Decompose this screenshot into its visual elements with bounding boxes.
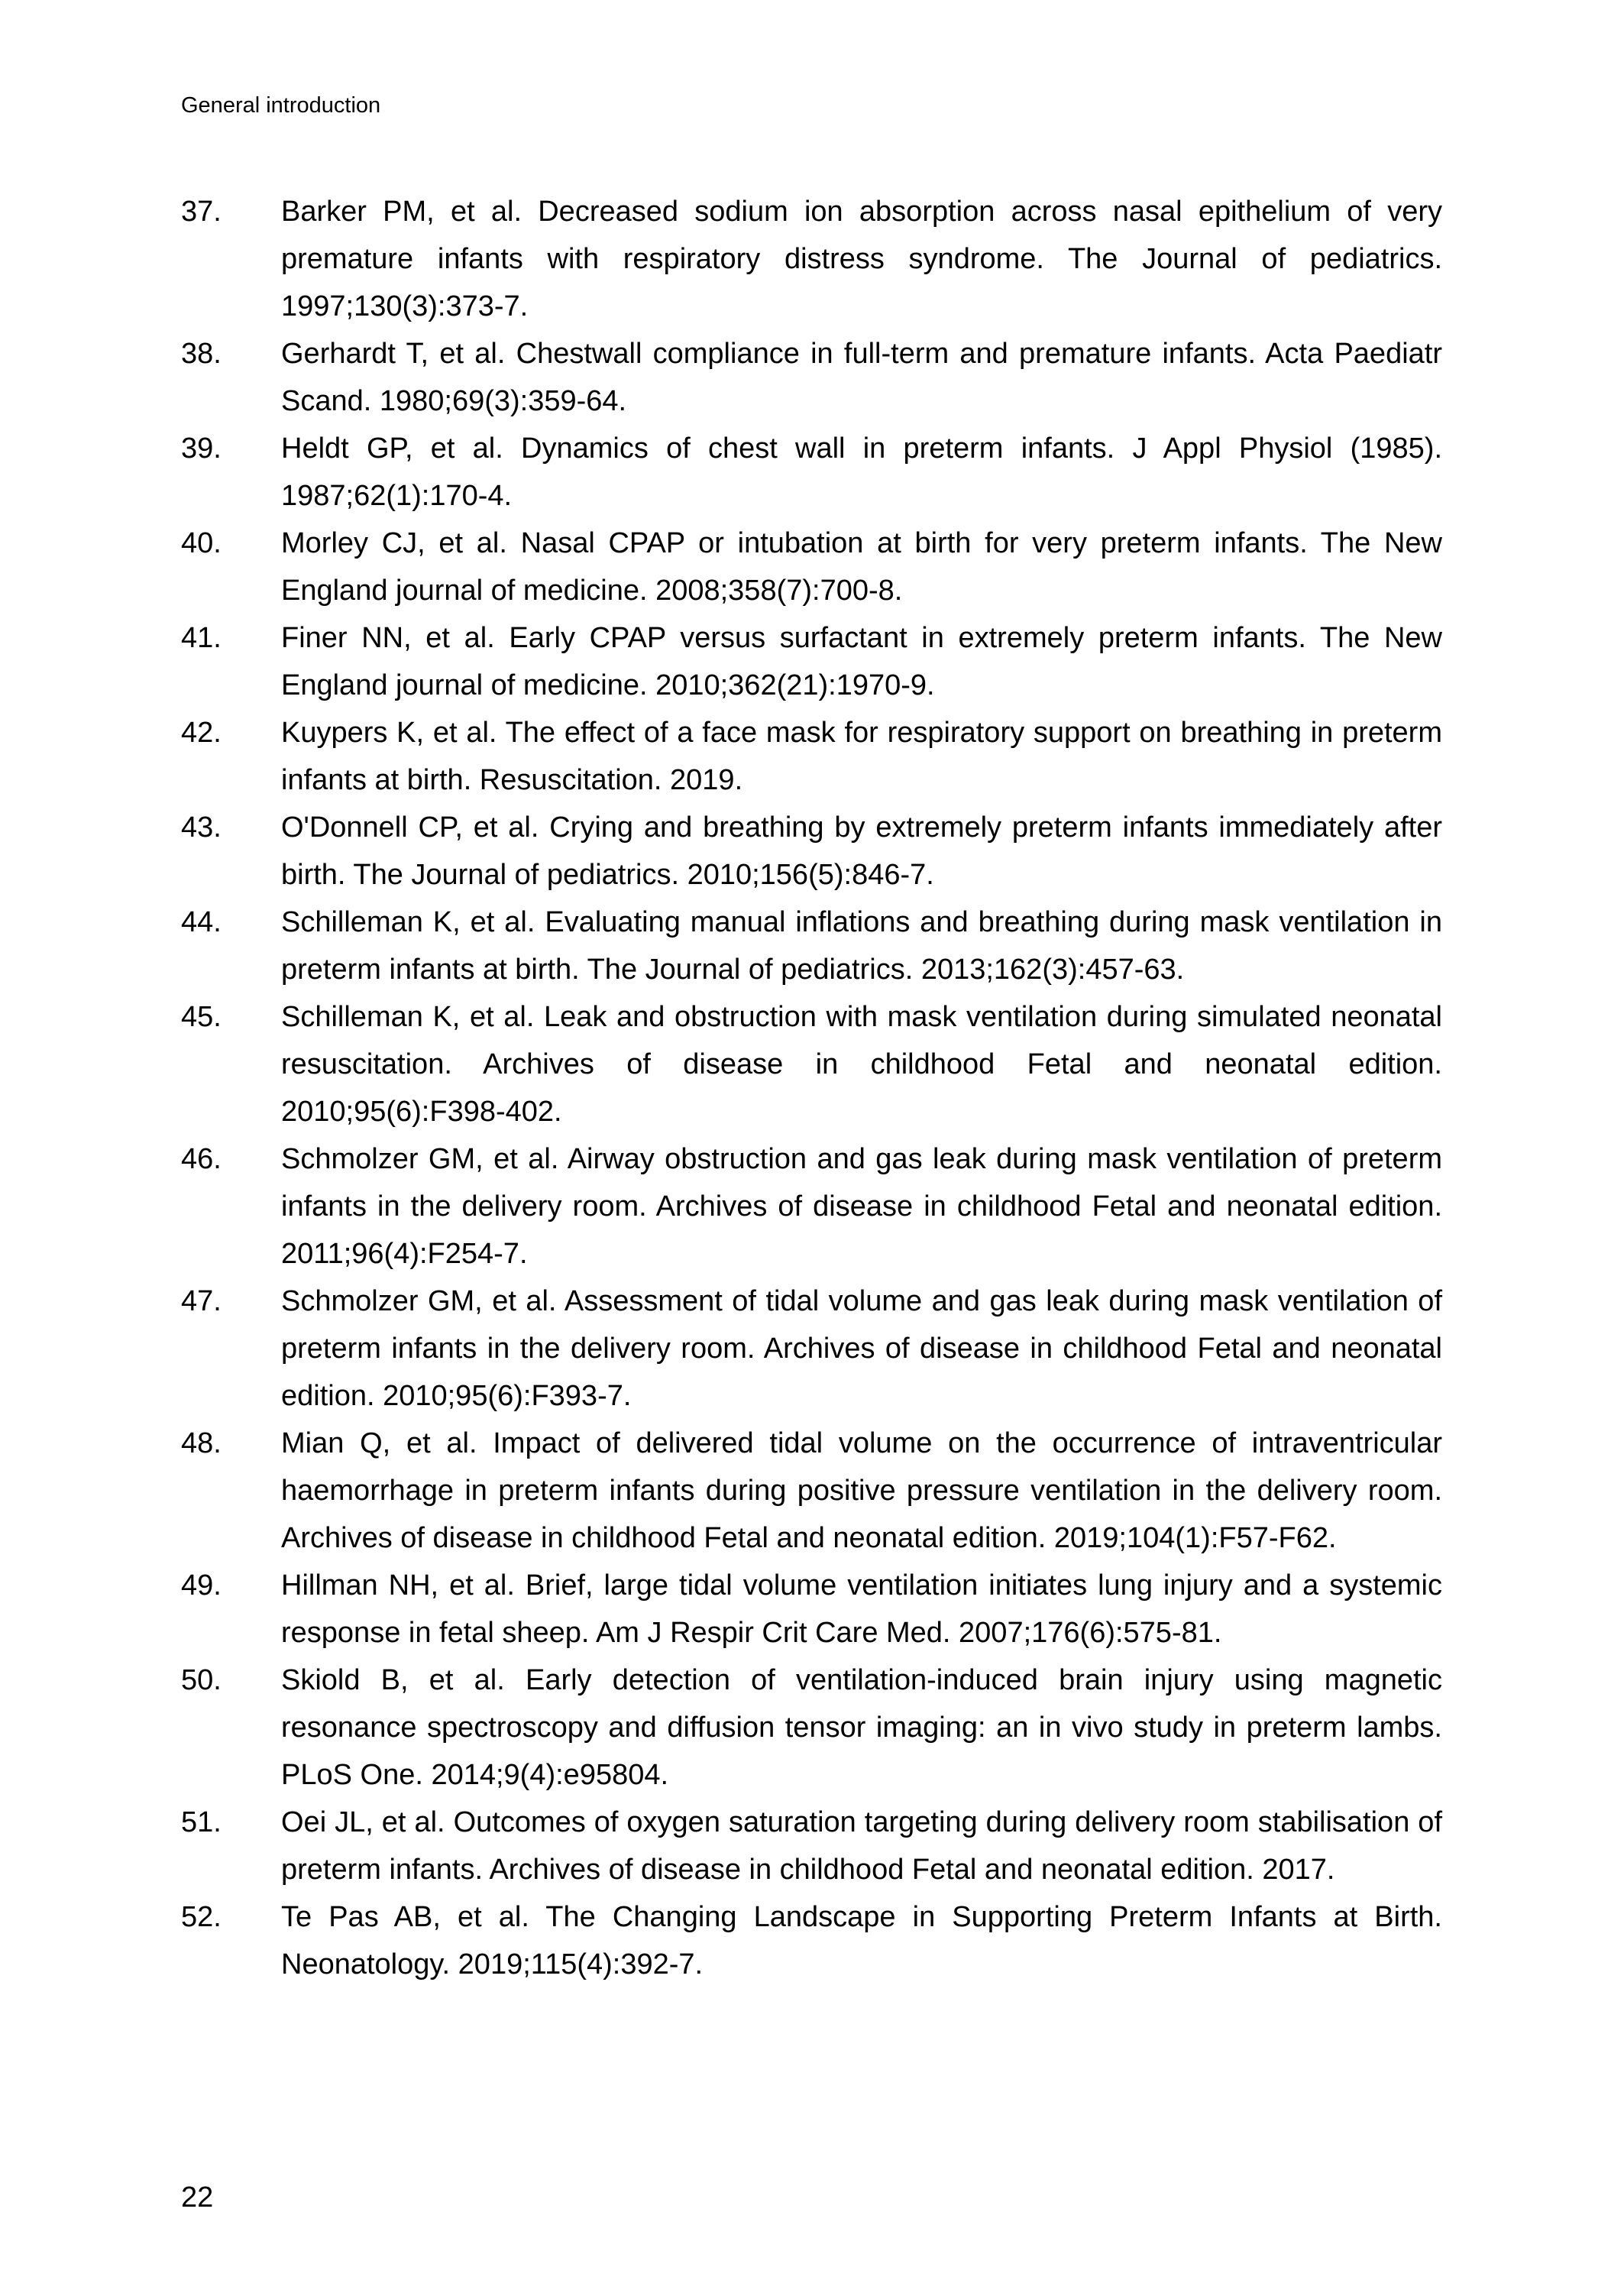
reference-number: 46.	[181, 1143, 222, 1175]
reference-text: Schilleman K, et al. Leak and obstruction with mask ventilation during simulated neonatal resuscitation. Archives of disease in childhood Fetal and neonatal edition. 2010;95(6):F398-402.	[281, 1001, 1442, 1128]
reference-text: Morley CJ, et al. Nasal CPAP or intubation at birth for very preterm infants. The New England journal of medicine. 2008;358(7):700-8.	[281, 527, 1442, 607]
reference-number: 49.	[181, 1569, 222, 1602]
reference-text: Kuypers K, et al. The effect of a face mask for respiratory support on breathing in preterm infants at birth. Resuscitation. 2019.	[281, 717, 1442, 796]
reference-item	[181, 1562, 1442, 1657]
reference-text: Heldt GP, et al. Dynamics of chest wall in preterm infants. J Appl Physiol (1985). 1987;62(1):170-4.	[281, 432, 1442, 512]
reference-text: Schmolzer GM, et al. Assessment of tidal volume and gas leak during mask ventilation of preterm infants in the delivery room. Archives of disease in childhood Fetal and neonatal edition. 2010;95(6):F393-7.	[281, 1285, 1442, 1412]
reference-item	[181, 1657, 1442, 1799]
reference-text: O'Donnell CP, et al. Crying and breathing by extremely preterm infants immediately after birth. The Journal of pediatrics. 2010;156(5):846-7.	[281, 811, 1442, 891]
reference-number: 47.	[181, 1285, 222, 1317]
reference-item	[181, 1799, 1442, 1893]
reference-text: Gerhardt T, et al. Chestwall compliance in full-term and premature infants. Acta Paediatr Scand. 1980;69(3):359-64.	[281, 338, 1442, 417]
reference-item	[181, 993, 1442, 1135]
reference-item	[181, 614, 1442, 709]
reference-number: 39.	[181, 432, 222, 465]
reference-text: Schmolzer GM, et al. Airway obstruction and gas leak during mask ventilation of preterm infants in the delivery room. Archives of disease in childhood Fetal and neonatal edition. 2011;96(4):F254-7.	[281, 1143, 1442, 1270]
reference-number: 41.	[181, 622, 222, 654]
reference-item	[181, 1893, 1442, 1988]
reference-item	[181, 1278, 1442, 1420]
page-number: 22	[181, 2181, 214, 2214]
reference-text: Finer NN, et al. Early CPAP versus surfactant in extremely preterm infants. The New England journal of medicine. 2010;362(21):1970-9.	[281, 622, 1442, 701]
reference-number: 40.	[181, 527, 222, 559]
reference-text: Hillman NH, et al. Brief, large tidal volume ventilation initiates lung injury and a systemic response in fetal sheep. Am J Respir Crit Care Med. 2007;176(6):575-81.	[281, 1569, 1442, 1649]
reference-text: Oei JL, et al. Outcomes of oxygen saturation targeting during delivery room stabilisation of preterm infants. Archives of disease in childhood Fetal and neonatal edition. 2017.	[281, 1806, 1442, 1886]
reference-item	[181, 1135, 1442, 1278]
reference-text: Schilleman K, et al. Evaluating manual inflations and breathing during mask ventilation in preterm infants at birth. The Journal of pediatrics. 2013;162(3):457-63.	[281, 906, 1442, 986]
reference-text: Barker PM, et al. Decreased sodium ion absorption across nasal epithelium of very premature infants with respiratory distress syndrome. The Journal of pediatrics. 1997;130(3):373-7.	[281, 196, 1442, 322]
reference-number: 48.	[181, 1427, 222, 1459]
reference-number: 50.	[181, 1664, 222, 1696]
reference-number: 52.	[181, 1901, 222, 1933]
reference-item	[181, 899, 1442, 993]
reference-text: Te Pas AB, et al. The Changing Landscape in Supporting Preterm Infants at Birth. Neonatology. 2019;115(4):392-7.	[281, 1901, 1442, 1980]
reference-list	[181, 188, 1442, 1988]
reference-number: 43.	[181, 811, 222, 844]
reference-number: 44.	[181, 906, 222, 938]
reference-text: Mian Q, et al. Impact of delivered tidal volume on the occurrence of intraventricular haemorrhage in preterm infants during positive pressure ventilation in the delivery room. Archives of disease in childhood Fetal and neonatal edition. 2019;104(1):F57-F62.	[281, 1427, 1442, 1554]
reference-item	[181, 804, 1442, 899]
reference-number: 42.	[181, 717, 222, 749]
reference-number: 51.	[181, 1806, 222, 1838]
reference-item	[181, 188, 1442, 330]
reference-item	[181, 330, 1442, 425]
reference-number: 38.	[181, 338, 222, 370]
reference-number: 45.	[181, 1001, 222, 1033]
reference-number: 37.	[181, 196, 222, 228]
reference-item	[181, 520, 1442, 614]
reference-text: Skiold B, et al. Early detection of ventilation-induced brain injury using magnetic resonance spectroscopy and diffusion tensor imaging: an in vivo study in preterm lambs. PLoS One. 2014;9(4):e95804.	[281, 1664, 1442, 1791]
reference-item	[181, 709, 1442, 804]
running-header: General introduction	[181, 93, 381, 118]
reference-item	[181, 1420, 1442, 1562]
reference-item	[181, 425, 1442, 520]
